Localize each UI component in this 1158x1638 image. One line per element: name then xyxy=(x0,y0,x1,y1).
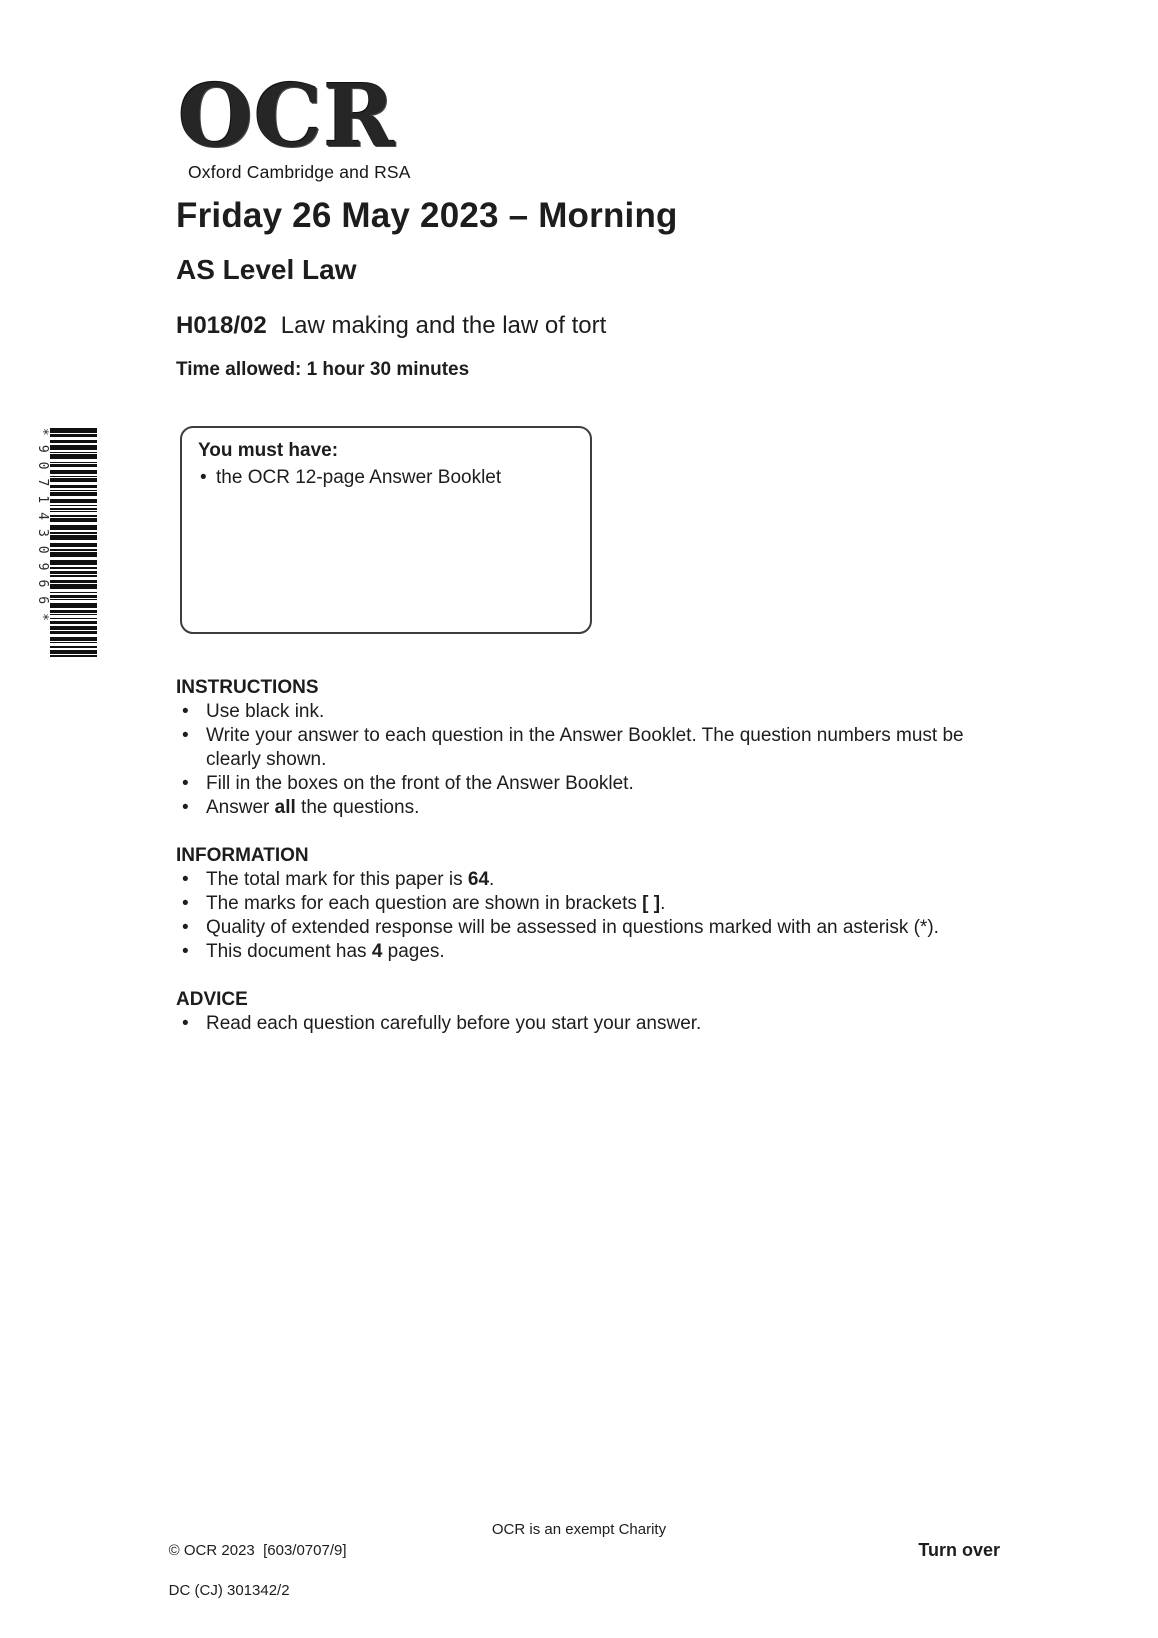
item-text-bold: all xyxy=(274,797,296,818)
list-item xyxy=(176,1012,976,1036)
must-have-list xyxy=(198,465,574,491)
barcode-bar xyxy=(50,552,97,557)
item-text: Read each question carefully before you start your answer. xyxy=(206,1013,702,1034)
barcode-bar xyxy=(50,626,97,630)
barcode-bar xyxy=(50,543,97,547)
item-text: . xyxy=(660,893,666,914)
barcode-bar xyxy=(50,580,97,583)
barcode-bar xyxy=(50,518,97,522)
barcode-bar xyxy=(50,599,97,600)
barcode-bar xyxy=(50,485,97,488)
doc-code-line: DC (CJ) 301342/2 xyxy=(168,1582,290,1599)
list-item xyxy=(176,700,976,724)
advice-heading: ADVICE xyxy=(176,989,248,1010)
main-sections xyxy=(176,676,976,1036)
item-text: Use black ink. xyxy=(206,701,325,722)
barcode-bar xyxy=(50,505,97,506)
ocr-logo xyxy=(178,66,411,183)
list-item xyxy=(176,940,976,964)
barcode-bars xyxy=(50,428,97,662)
barcode-bar xyxy=(50,614,97,615)
must-have-box xyxy=(180,426,592,634)
barcode-bar xyxy=(50,621,97,624)
barcode-bar xyxy=(50,595,97,598)
barcode-bar xyxy=(50,434,97,437)
barcode-bar xyxy=(50,511,97,512)
advice-list xyxy=(176,1012,976,1036)
barcode-bar xyxy=(50,655,97,657)
barcode-bar xyxy=(50,650,97,654)
ocr-logo-subtitle: Oxford Cambridge and RSA xyxy=(188,162,411,182)
barcode-bar xyxy=(50,454,97,459)
barcode-number: *9071430966* xyxy=(35,428,50,630)
item-text-bold: 64 xyxy=(467,869,490,890)
barcode-bar xyxy=(50,567,97,569)
barcode-bar xyxy=(50,618,97,619)
item-text: . xyxy=(489,869,495,890)
title-block xyxy=(176,196,678,381)
barcode-bar xyxy=(50,637,97,641)
barcode-bar xyxy=(50,440,97,443)
barcode-bar xyxy=(50,603,97,608)
barcode-bar xyxy=(50,560,97,565)
item-text: Quality of extended response will be assessed in questions marked with an asterisk (*). xyxy=(206,917,939,938)
turn-over-label: Turn over xyxy=(918,1540,1000,1560)
instructions-heading: INSTRUCTIONS xyxy=(176,677,319,698)
barcode-bar xyxy=(50,535,97,540)
paper-title-line xyxy=(176,312,678,340)
item-text-bold: [ ] xyxy=(642,893,661,914)
barcode-bar xyxy=(50,478,97,482)
item-text: pages. xyxy=(382,941,445,962)
barcode-bar xyxy=(50,525,97,530)
list-item xyxy=(176,892,976,916)
list-item: • the OCR 12-page Answer Booklet xyxy=(198,465,574,491)
barcode-bar xyxy=(50,499,97,503)
paper-code: H018/02 xyxy=(176,312,267,339)
list-item xyxy=(176,868,976,892)
barcode-bar xyxy=(50,462,97,463)
item-text: The total mark for this paper is xyxy=(206,869,468,890)
item-text: The marks for each question are shown in brackets xyxy=(206,893,643,914)
item-text: Fill in the boxes on the front of the Answer Booklet. xyxy=(206,773,634,794)
barcode xyxy=(35,428,98,662)
item-text: This document has xyxy=(206,941,372,962)
information-section xyxy=(176,844,976,964)
advice-section xyxy=(176,988,976,1036)
barcode-bar xyxy=(50,428,97,433)
barcode-bar xyxy=(50,515,97,517)
barcode-bar xyxy=(50,631,97,634)
list-item xyxy=(176,916,976,940)
list-item xyxy=(176,772,976,796)
barcode-bar xyxy=(50,592,97,593)
barcode-bar xyxy=(50,549,97,551)
exam-date-title: Friday 26 May 2023 – Morning xyxy=(176,196,678,235)
barcode-bar xyxy=(50,575,97,577)
information-heading: INFORMATION xyxy=(176,845,309,866)
barcode-bar xyxy=(50,508,97,510)
paper-name: Law making and the law of tort xyxy=(280,312,607,339)
barcode-bar xyxy=(50,464,97,467)
must-have-heading: You must have: xyxy=(198,440,339,461)
barcode-bar xyxy=(50,584,97,589)
exam-level-title: AS Level Law xyxy=(176,254,357,285)
barcode-bar xyxy=(50,492,97,496)
instructions-list xyxy=(176,700,976,820)
list-item xyxy=(176,724,976,772)
copyright-line: © OCR 2023 [603/0707/9] xyxy=(168,1542,347,1559)
barcode-bar xyxy=(50,445,97,450)
list-item xyxy=(176,796,976,820)
barcode-bar xyxy=(50,571,97,574)
time-allowed: Time allowed: 1 hour 30 minutes xyxy=(176,359,470,380)
barcode-bar xyxy=(50,642,97,643)
instructions-section xyxy=(176,676,976,820)
item-text-bold: 4 xyxy=(371,941,383,962)
item-text: the questions. xyxy=(295,797,420,818)
barcode-bar xyxy=(50,646,97,648)
barcode-bar xyxy=(50,490,97,491)
barcode-bar xyxy=(50,532,97,534)
charity-note: OCR is an exempt Charity xyxy=(491,1521,667,1538)
ocr-logo-text: OCR xyxy=(178,66,396,167)
barcode-bar xyxy=(50,470,97,474)
barcode-bar xyxy=(50,452,97,453)
item-text: Answer xyxy=(206,797,275,818)
item-text: Write your answer to each question in the Answer Booklet. The question numbers must be clearly shown. xyxy=(206,725,964,770)
barcode-bar xyxy=(50,476,97,477)
barcode-bar xyxy=(50,610,97,613)
information-list xyxy=(176,868,976,964)
